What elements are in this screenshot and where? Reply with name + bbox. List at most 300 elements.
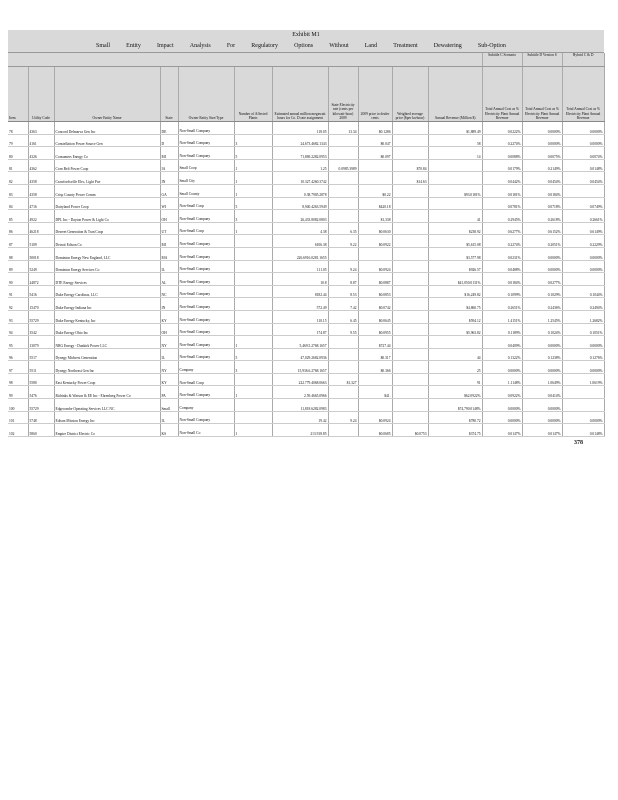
- cell-c3: 0.0454%: [562, 172, 604, 185]
- cell-item: 80: [8, 147, 28, 160]
- cell-plants: [234, 260, 272, 273]
- cell-rate: [328, 197, 358, 210]
- cell-wavg: $70.84: [392, 159, 428, 172]
- cell-mwh: 47,029.2682.0936: [272, 348, 328, 361]
- cell-size: Company: [178, 399, 234, 412]
- cell-state: IL: [160, 348, 178, 361]
- cell-wavg: $0.0753: [392, 424, 428, 437]
- cell-c1: 0.0000%: [482, 411, 522, 424]
- title-word: Sub-Option: [477, 43, 506, 49]
- cell-state: IL: [160, 411, 178, 424]
- cell-code: 5748: [28, 411, 54, 424]
- cell-state: NY: [160, 336, 178, 349]
- cell-rate: [328, 399, 358, 412]
- table-row: [8, 361, 604, 374]
- cell-wavg: [392, 399, 428, 412]
- cell-p2009: $0.0630: [358, 222, 392, 235]
- cell-state: UT: [160, 222, 178, 235]
- exhibit-label-band: [8, 30, 604, 40]
- cell-rate: [328, 184, 358, 197]
- cell-state: OH: [160, 323, 178, 336]
- cell-c1: 0.0000%: [482, 361, 522, 374]
- cell-c3: 0.1276%: [562, 348, 604, 361]
- cell-rev: $5,963.82: [428, 323, 482, 336]
- col-rate: State Electricity rate (cents per kilowatt-hour) 2009: [328, 67, 358, 122]
- cell-mwh: 8182.44: [272, 285, 328, 298]
- cell-c2: 0.0414%: [522, 386, 562, 399]
- cell-owner: Duke Energy Kentucky, Inc: [54, 310, 160, 323]
- cell-owner: Crisp County Power Comm: [54, 184, 160, 197]
- cell-plants: 3: [234, 361, 272, 374]
- table-row: [8, 373, 604, 386]
- cell-rate: [328, 247, 358, 260]
- cell-p2009: $0.097: [358, 147, 392, 160]
- cell-owner: Crawfordsville Elec, Light Pwr: [54, 172, 160, 185]
- cell-code: 5511: [28, 361, 54, 374]
- cell-mwh: 5,469.5.2768.1657: [272, 336, 328, 349]
- cell-c2: 0.0075%: [522, 147, 562, 160]
- cell-item: 90: [8, 273, 28, 286]
- cell-state: NY: [160, 361, 178, 374]
- cell-c2: 0.1029%: [522, 285, 562, 298]
- cell-item: 99: [8, 386, 28, 399]
- cell-size: Non-Small Company: [178, 298, 234, 311]
- cell-c3: 0.1044%: [562, 285, 604, 298]
- cell-size: Small County: [178, 184, 234, 197]
- cell-rate: 9.24: [328, 411, 358, 424]
- cell-c1: 0.0442%: [482, 172, 522, 185]
- cell-c1: 0.0781%: [482, 197, 522, 210]
- cell-wavg: [392, 310, 428, 323]
- cell-c3: 1.0619%: [562, 373, 604, 386]
- cell-code: 15470: [28, 298, 54, 311]
- cell-owner: Constellation Power Source Gen: [54, 134, 160, 147]
- cell-owner: Edgecombe Operating Services LLC NC: [54, 399, 160, 412]
- page-number: 378: [574, 440, 583, 446]
- col-2009-price: 2009 price to dealer cents: [358, 67, 392, 122]
- col-cost-pct-hybrid: Total Annual Cost as % Electricity Plant Annual Revenue: [562, 67, 604, 122]
- table-row: [8, 260, 604, 273]
- cell-c1: 0.2945%: [482, 210, 522, 223]
- cell-code: 5517: [28, 348, 54, 361]
- cell-plants: 5: [234, 348, 272, 361]
- col-annual-revenue: Annual Revenue (Million $): [428, 67, 482, 122]
- cell-plants: 3: [234, 210, 272, 223]
- cell-c1: 0.0088%: [482, 147, 522, 160]
- cell-p2009: $0.0742: [358, 298, 392, 311]
- cell-rate: [328, 210, 358, 223]
- cell-mwh: 1.25: [272, 159, 328, 172]
- cell-c3: 0.0749%: [562, 197, 604, 210]
- cell-c1: 0.1189%: [482, 323, 522, 336]
- cell-p2009: $0.366: [358, 361, 392, 374]
- col-owner-name: Owner Entity Name: [54, 67, 160, 122]
- cell-rate: 0.0985.3989: [328, 159, 358, 172]
- cell-wavg: [392, 348, 428, 361]
- cell-mwh: 118.05: [272, 122, 328, 135]
- option-header-hybrid: Hybrid C & D: [562, 53, 604, 67]
- cell-mwh: 222.779.4068.0663: [272, 373, 328, 386]
- cell-rev: 58: [428, 134, 482, 147]
- title-word: Small: [96, 43, 111, 49]
- cell-c2: 0.0718%: [522, 197, 562, 210]
- cell-wavg: [392, 285, 428, 298]
- cell-state: OH: [160, 210, 178, 223]
- cell-c2: 1.2545%: [522, 310, 562, 323]
- cell-c2: 0.0184%: [522, 184, 562, 197]
- cell-code: 5580: [28, 373, 54, 386]
- cell-size: Non-Small Company: [178, 122, 234, 135]
- cell-state: MA: [160, 247, 178, 260]
- cell-rate: 6.35: [328, 222, 358, 235]
- cell-size: Non-Small Company: [178, 310, 234, 323]
- cell-owner: Detroit Edison Co: [54, 235, 160, 248]
- cell-code: 4716: [28, 197, 54, 210]
- table-row: [8, 348, 604, 361]
- cell-rate: 9.22: [328, 235, 358, 248]
- title-word: Entity: [126, 43, 141, 49]
- cell-rev: $1,889.49: [428, 122, 482, 135]
- cell-wavg: [392, 147, 428, 160]
- cell-c1: 0.0409%: [482, 336, 522, 349]
- table-row: [8, 273, 604, 286]
- cell-wavg: [392, 361, 428, 374]
- cell-size: Non-Small Company: [178, 386, 234, 399]
- table-row: [8, 197, 604, 210]
- cell-rev: $74,790.0148%: [428, 399, 482, 412]
- cell-plants: 1: [234, 172, 272, 185]
- cell-code: 3542: [28, 323, 54, 336]
- cell-mwh: 26,433.8082.0803: [272, 210, 328, 223]
- cell-size: Small City: [178, 172, 234, 185]
- cell-mwh: 2.59.4665.0966: [272, 386, 328, 399]
- cell-c1: 0.2651%: [482, 298, 522, 311]
- cell-mwh: 15,936.6.2768.1657: [272, 361, 328, 374]
- cell-c1: 0.0222%: [482, 122, 522, 135]
- cell-rate: $1,327: [328, 373, 358, 386]
- col-size-type: Owner Entity Size/Type: [178, 67, 234, 122]
- cell-mwh: 8,940.4263.5949: [272, 197, 328, 210]
- cell-rate: 6.45: [328, 310, 358, 323]
- cell-plants: 5: [234, 197, 272, 210]
- cell-owner: Dynegy Midwest Generation: [54, 348, 160, 361]
- cell-p2009: $420.18: [358, 197, 392, 210]
- title-word: Land: [364, 43, 378, 49]
- cell-rev: $374.75: [428, 424, 482, 437]
- cell-plants: [234, 310, 272, 323]
- cell-p2009: $0.0853: [358, 285, 392, 298]
- title-word: Analysis: [189, 43, 211, 49]
- cell-rate: 8.53: [328, 285, 358, 298]
- cell-rev: 44: [428, 348, 482, 361]
- cell-code: 46218: [28, 222, 54, 235]
- cell-code: 50018: [28, 247, 54, 260]
- cell-state: IN: [160, 298, 178, 311]
- cell-p2009: [358, 373, 392, 386]
- cell-plants: [234, 247, 272, 260]
- cell-mwh: 24,673.4682.1343: [272, 134, 328, 147]
- cell-rate: [328, 172, 358, 185]
- cell-state: GA: [160, 184, 178, 197]
- cell-code: 4326: [28, 147, 54, 160]
- cell-size: Non-Small Co: [178, 424, 234, 437]
- cell-wavg: [392, 273, 428, 286]
- cell-wavg: [392, 386, 428, 399]
- cell-p2009: [358, 247, 392, 260]
- table-row: [8, 222, 604, 235]
- cell-owner: DTE Energy Services: [54, 273, 160, 286]
- cell-state: PA: [160, 386, 178, 399]
- cell-c1: 0.1099%: [482, 285, 522, 298]
- cell-p2009: $0.1286: [358, 122, 392, 135]
- cell-rate: [328, 361, 358, 374]
- cell-wavg: [392, 235, 428, 248]
- cell-wavg: [392, 222, 428, 235]
- cell-wavg: [392, 411, 428, 424]
- title-word: Impact: [156, 43, 174, 49]
- table-row: [8, 134, 604, 147]
- cell-size: Non-Small Company: [178, 260, 234, 273]
- cell-owner: Duke Energy Carolinas, LLC: [54, 285, 160, 298]
- cell-c1: 0.0488%: [482, 260, 522, 273]
- cell-wavg: [392, 260, 428, 273]
- cell-c3: 0.0000%: [562, 361, 604, 374]
- option-header-subtitle-d: Subtitle D Version S: [522, 53, 562, 67]
- cell-state: MI: [160, 147, 178, 160]
- cell-item: 97: [8, 361, 28, 374]
- cell-c1: 0.0000%: [482, 399, 522, 412]
- cell-rev: [428, 159, 482, 172]
- cell-p2009: [358, 399, 392, 412]
- cell-size: Non-Small Company: [178, 273, 234, 286]
- cell-mwh: 572.49: [272, 298, 328, 311]
- cell-p2009: $727.44: [358, 336, 392, 349]
- cell-item: 89: [8, 260, 28, 273]
- cell-item: 81: [8, 159, 28, 172]
- cell-rate: [328, 386, 358, 399]
- cell-size: Non-Small Company: [178, 210, 234, 223]
- cell-c2: 0.0000%: [522, 247, 562, 260]
- cell-item: 82: [8, 172, 28, 185]
- cell-plants: [234, 373, 272, 386]
- cell-item: 93: [8, 310, 28, 323]
- cell-code: 4358: [28, 172, 54, 185]
- cell-size: Non-Small Company: [178, 336, 234, 349]
- cell-owner: Empire District Electric Co: [54, 424, 160, 437]
- cell-rev: [428, 197, 482, 210]
- cell-state: NC: [160, 285, 178, 298]
- cell-item: 92: [8, 298, 28, 311]
- title-word: Without: [329, 43, 349, 49]
- cell-rev: $93.0181%: [428, 184, 482, 197]
- cell-rate: [328, 336, 358, 349]
- cell-wavg: $14.63: [392, 172, 428, 185]
- cell-plants: [234, 122, 272, 135]
- cell-plants: 1: [234, 424, 272, 437]
- cell-p2009: $0.0887: [358, 273, 392, 286]
- cell-c3: 0.0148%: [562, 424, 604, 437]
- cell-rev: $594.12: [428, 310, 482, 323]
- cell-rev: $62.0922%: [428, 386, 482, 399]
- option-header-row: [8, 53, 604, 67]
- cell-size: Non-Small Company: [178, 134, 234, 147]
- cell-c2: 0.6152%: [522, 222, 562, 235]
- cell-mwh: 71,869.2282.0953: [272, 147, 328, 160]
- table-row: [8, 298, 604, 311]
- table-row: [8, 424, 604, 437]
- cell-rate: 9.55: [328, 323, 358, 336]
- col-weighted-price: Weighted average price ($per kwhour): [392, 67, 428, 122]
- cell-c2: 0.0000%: [522, 361, 562, 374]
- cell-size: Non-Small Company: [178, 235, 234, 248]
- cell-c1: 0.0179%: [482, 159, 522, 172]
- cell-owner: Ridrinks & Watson & EE Inc - Ehrenberg Power Co: [54, 386, 160, 399]
- cell-c1: 1.1148%: [482, 373, 522, 386]
- cell-rate: 8.87: [328, 273, 358, 286]
- cell-code: 55729: [28, 310, 54, 323]
- title-word: Regulatory: [251, 43, 278, 49]
- cell-size: Non-Small Company: [178, 348, 234, 361]
- cell-size: Small Coop: [178, 159, 234, 172]
- report-sheet: [8, 30, 604, 437]
- cell-p2009: $0.0955: [358, 323, 392, 336]
- cell-c3: [562, 399, 604, 412]
- cell-owner: Dominion Energy Services Co: [54, 260, 160, 273]
- cell-c3: 0.0000%: [562, 122, 604, 135]
- cell-c2: 0.0147%: [522, 424, 562, 437]
- cell-item: 87: [8, 235, 28, 248]
- cell-c2: 0.0000%: [522, 260, 562, 273]
- cell-state: KY: [160, 373, 178, 386]
- cell-state: IN: [160, 172, 178, 185]
- cell-c2: 0.2051%: [522, 235, 562, 248]
- cell-owner: Concord Delmarva Gen Inc: [54, 122, 160, 135]
- cell-c1: 0.2274%: [482, 235, 522, 248]
- cell-mwh: 0.38.7905.2878: [272, 184, 328, 197]
- cell-c1: 0.1322%: [482, 348, 522, 361]
- cell-p2009: $0.317: [358, 348, 392, 361]
- cell-code: 4922: [28, 210, 54, 223]
- cell-size: Non-Small Coop: [178, 222, 234, 235]
- col-mwh: Estimated annual million megawatt hours for Co. D rate assignment: [272, 67, 328, 122]
- cell-size: Non-Small Company: [178, 247, 234, 260]
- cell-c2: 1.0649%: [522, 373, 562, 386]
- cell-c3: 0.0000%: [562, 260, 604, 273]
- cell-wavg: [392, 323, 428, 336]
- exhibit-label: Exhibit M1: [292, 32, 320, 38]
- cell-owner: Duke Energy Ohio Inc: [54, 323, 160, 336]
- cell-owner: Duke Energy Indiana Inc: [54, 298, 160, 311]
- cell-owner: Dairyland Power Coop: [54, 197, 160, 210]
- cell-c3: 0.0000%: [562, 336, 604, 349]
- cell-c2: 0.0000%: [522, 399, 562, 412]
- table-row: [8, 210, 604, 223]
- cell-wavg: [392, 336, 428, 349]
- cell-plants: 3: [234, 134, 272, 147]
- cell-item: 100: [8, 399, 28, 412]
- option-header-subtitle-c: Subtitle C Scenario: [482, 53, 522, 67]
- cell-plants: 1: [234, 336, 272, 349]
- col-item: Item: [8, 67, 28, 122]
- cell-wavg: [392, 373, 428, 386]
- table-row: [8, 336, 604, 349]
- cell-code: 5860: [28, 424, 54, 437]
- column-header-row: [8, 67, 604, 122]
- cell-c2: 0.0277%: [522, 273, 562, 286]
- cell-state: IA: [160, 159, 178, 172]
- cell-item: 102: [8, 424, 28, 437]
- cell-c3: 1.2682%: [562, 310, 604, 323]
- cell-item: 91: [8, 285, 28, 298]
- cell-wavg: [392, 197, 428, 210]
- cell-item: 84: [8, 197, 28, 210]
- table-row: [8, 172, 604, 185]
- cell-p2009: $0.0645: [358, 310, 392, 323]
- cell-plants: [234, 399, 272, 412]
- cell-mwh: 174.87: [272, 323, 328, 336]
- cell-item: 85: [8, 210, 28, 223]
- cell-size: Non-Small Company: [178, 411, 234, 424]
- cell-mwh: 10.8: [272, 273, 328, 286]
- col-state: State: [160, 67, 178, 122]
- cell-mwh: 19.42: [272, 411, 328, 424]
- cell-code: 5476: [28, 386, 54, 399]
- cell-c3: [562, 386, 604, 399]
- cell-p2009: $0.0922: [358, 235, 392, 248]
- cell-plants: 1: [234, 184, 272, 197]
- cell-state: MI: [160, 235, 178, 248]
- cell-owner: DPL Inc - Dayton Power & Light Co: [54, 210, 160, 223]
- col-utility-code: Utility Code: [28, 67, 54, 122]
- cell-c3: 0.0000%: [562, 134, 604, 147]
- cell-plants: [234, 273, 272, 286]
- cell-owner: Dominion Energy New England, LLC: [54, 247, 160, 260]
- cell-p2009: [358, 159, 392, 172]
- title-word: Dewatering: [433, 43, 462, 49]
- cell-c2: 0.0000%: [522, 122, 562, 135]
- cell-size: Non-Small Company: [178, 147, 234, 160]
- cell-item: 79: [8, 134, 28, 147]
- cell-c1: 0.0184%: [482, 273, 522, 286]
- cell-rev: 25: [428, 361, 482, 374]
- cell-wavg: [392, 210, 428, 223]
- cell-c1: 0.0181%: [482, 184, 522, 197]
- cell-code: 5416: [28, 285, 54, 298]
- cell-p2009: $41.: [358, 386, 392, 399]
- title-word: Options: [294, 43, 314, 49]
- cell-rate: 13.34: [328, 122, 358, 135]
- cell-c3: 0.2229%: [562, 235, 604, 248]
- cell-c3: [562, 184, 604, 197]
- cell-c3: 0.0074%: [562, 147, 604, 160]
- cell-rev: 91: [428, 373, 482, 386]
- cell-p2009: $0.047: [358, 134, 392, 147]
- cell-state: Small: [160, 399, 178, 412]
- cell-p2009: $0.0924: [358, 260, 392, 273]
- cell-c3: 0.2494%: [562, 298, 604, 311]
- cell-c3: 0.0000%: [562, 247, 604, 260]
- cell-code: 5249: [28, 260, 54, 273]
- cell-code: 24872: [28, 273, 54, 286]
- cell-code: 4358: [28, 184, 54, 197]
- cell-owner: East Kentucky Power Coop: [54, 373, 160, 386]
- cell-plants: 5: [234, 147, 272, 160]
- cell-rate: [328, 348, 358, 361]
- cell-state: KY: [160, 310, 178, 323]
- cell-c3: 0.6149%: [562, 222, 604, 235]
- cell-plants: 1: [234, 159, 272, 172]
- table-row: [8, 310, 604, 323]
